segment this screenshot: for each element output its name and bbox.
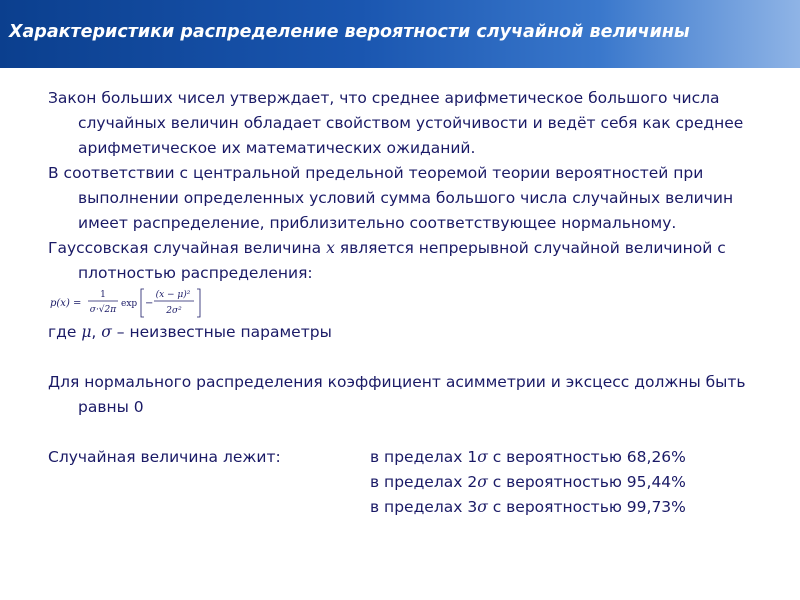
skewness-kurtosis-paragraph: Для нормального распределения коэффициент асимметрии и эксцесс должны быть равны 0 bbox=[48, 373, 746, 416]
params-comma: , bbox=[91, 323, 102, 341]
probability-value-1 bbox=[370, 445, 686, 470]
probability-value-3 bbox=[370, 495, 686, 520]
prob-pre: в пределах 3 bbox=[370, 498, 478, 516]
variable-x: x bbox=[326, 239, 335, 257]
params-post: – неизвестные параметры bbox=[111, 323, 332, 341]
formula-bracket-right bbox=[197, 289, 200, 317]
slide-title: Характеристики распределение вероятности случайной величины bbox=[9, 22, 690, 42]
sigma-symbol: σ bbox=[477, 498, 488, 516]
probability-value-2 bbox=[370, 470, 686, 495]
spacer bbox=[48, 345, 748, 370]
slide-content bbox=[48, 86, 748, 520]
parameters-line bbox=[48, 320, 748, 345]
formula-lhs: p(x) = bbox=[50, 298, 82, 309]
law-of-large-numbers-paragraph: Закон больших чисел утверждает, что среднее арифметическое большого числа случайных величин обладает свойством устойчивости и ведёт себя как среднее арифметическое их математических ожиданий. bbox=[48, 89, 744, 157]
sigma-symbol: σ bbox=[477, 473, 488, 491]
prob-post: с вероятностью 95,44% bbox=[487, 473, 686, 491]
formula-inner-numerator: (x − μ)² bbox=[155, 290, 191, 300]
gaussian-variable-paragraph bbox=[48, 236, 748, 286]
formula-numerator: 1 bbox=[100, 290, 106, 300]
probability-row-1 bbox=[48, 445, 748, 470]
gaussian-text-post: является непрерывной случайной величиной с плотностью распределения: bbox=[78, 239, 726, 282]
gaussian-text-pre: Гауссовская случайная величина bbox=[48, 239, 327, 257]
spacer bbox=[48, 420, 748, 445]
prob-post: с вероятностью 68,26% bbox=[487, 448, 686, 466]
density-formula bbox=[48, 286, 748, 320]
title-bar bbox=[0, 0, 800, 68]
formula-bracket-left bbox=[141, 289, 144, 317]
probability-row-3 bbox=[48, 495, 748, 520]
prob-pre: в пределах 1 bbox=[370, 448, 478, 466]
mu-symbol: μ bbox=[81, 323, 92, 341]
formula-denominator: σ·√2π bbox=[89, 305, 117, 315]
sigma-symbol: σ bbox=[101, 323, 112, 341]
prob-pre: в пределах 2 bbox=[370, 473, 478, 491]
probability-label: Случайная величина лежит: bbox=[48, 448, 281, 466]
formula-exp: exp bbox=[121, 299, 138, 309]
params-pre: где bbox=[48, 323, 82, 341]
probability-row-2 bbox=[48, 470, 748, 495]
sigma-symbol: σ bbox=[477, 448, 488, 466]
central-limit-theorem-paragraph: В соответствии с центральной предельной теоремой теории вероятностей при выполнении определенных условий сумма большого числа случайных величин имеет распределение, приблизительно соответствующее нормальному. bbox=[48, 164, 734, 232]
formula-minus: − bbox=[145, 298, 154, 309]
prob-post: с вероятностью 99,73% bbox=[487, 498, 686, 516]
formula-svg bbox=[48, 286, 218, 320]
formula-inner-denominator: 2σ² bbox=[166, 306, 182, 316]
